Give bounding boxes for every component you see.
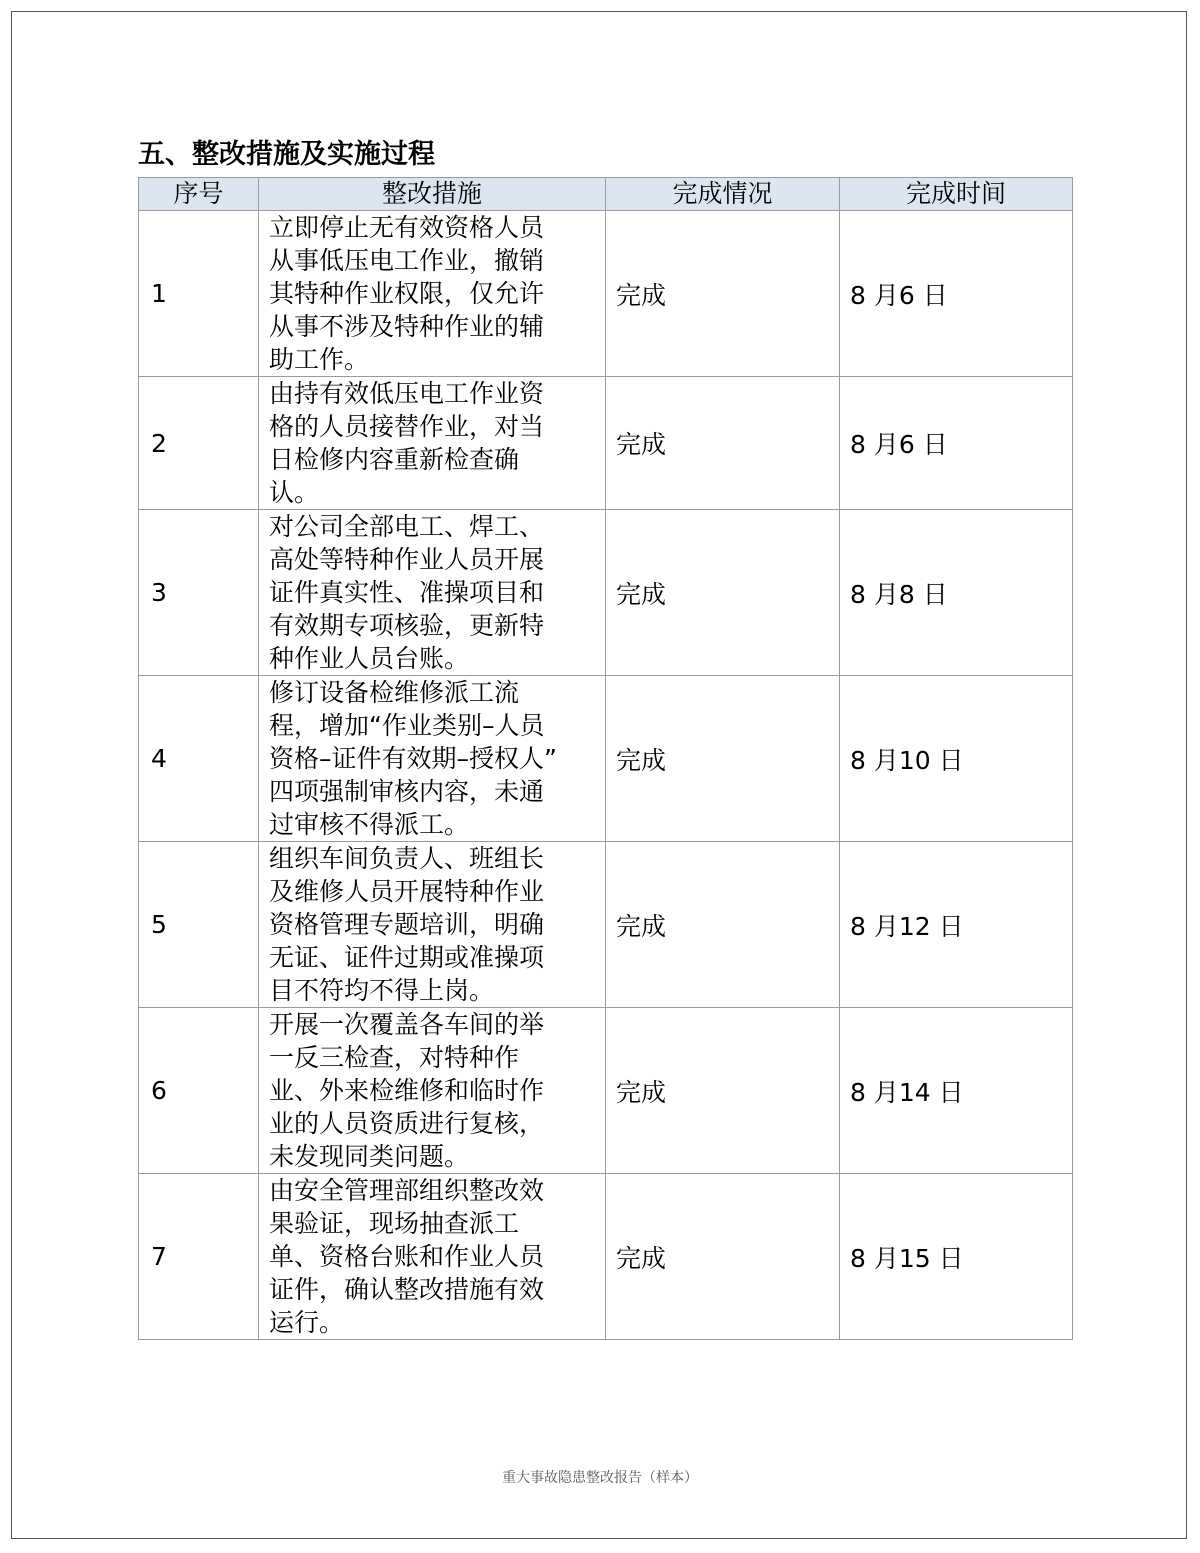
row-date: 8 月14 日 [840,1008,1073,1174]
row-measure: 组织车间负责人、班组长 及维修人员开展特种作业 资格管理专题培训，明确 无证、证件过期或准操项 目不符均不得上岗。 [259,842,606,1008]
rectification-table [138,177,1073,1340]
row-number: 4 [139,676,259,842]
row-date: 8 月12 日 [840,842,1073,1008]
row-status: 完成 [606,1174,840,1340]
row-date: 8 月15 日 [840,1174,1073,1340]
table-header-row [139,178,1073,211]
table-row [139,676,1073,842]
row-measure: 对公司全部电工、焊工、 高处等特种作业人员开展 证件真实性、准操项目和 有效期专项核验，更新特 种作业人员台账。 [259,510,606,676]
row-number: 7 [139,1174,259,1340]
header-measure: 整改措施 [259,178,606,211]
row-measure: 由安全管理部组织整改效 果验证，现场抽查派工 单、资格台账和作业人员 证件，确认整改措施有效 运行。 [259,1174,606,1340]
row-status: 完成 [606,211,840,377]
table-row [139,1174,1073,1340]
row-number: 5 [139,842,259,1008]
header-date: 完成时间 [840,178,1073,211]
row-measure: 立即停止无有效资格人员 从事低压电工作业，撤销 其特种作业权限，仅允许 从事不涉及特种作业的辅 助工作。 [259,211,606,377]
row-status: 完成 [606,1008,840,1174]
row-measure: 开展一次覆盖各车间的举 一反三检查，对特种作 业、外来检维修和临时作 业的人员资质进行复核， 未发现同类问题。 [259,1008,606,1174]
row-number: 3 [139,510,259,676]
table-row [139,510,1073,676]
section-title: 五、整改措施及实施过程 [138,139,435,170]
row-status: 完成 [606,842,840,1008]
row-measure: 修订设备检维修派工流 程，增加“作业类别–人员 资格–证件有效期–授权人” 四项强制审核内容，未通 过审核不得派工。 [259,676,606,842]
header-no: 序号 [139,178,259,211]
header-status: 完成情况 [606,178,840,211]
table-row [139,842,1073,1008]
row-measure: 由持有效低压电工作业资 格的人员接替作业，对当 日检修内容重新检查确 认。 [259,377,606,510]
row-status: 完成 [606,676,840,842]
row-number: 1 [139,211,259,377]
row-date: 8 月6 日 [840,377,1073,510]
table-row [139,211,1073,377]
row-date: 8 月10 日 [840,676,1073,842]
row-date: 8 月6 日 [840,211,1073,377]
row-status: 完成 [606,377,840,510]
row-date: 8 月8 日 [840,510,1073,676]
page-footer: 重大事故隐患整改报告（样本） [502,1470,698,1486]
table-row [139,1008,1073,1174]
table-row [139,377,1073,510]
row-number: 2 [139,377,259,510]
row-number: 6 [139,1008,259,1174]
row-status: 完成 [606,510,840,676]
